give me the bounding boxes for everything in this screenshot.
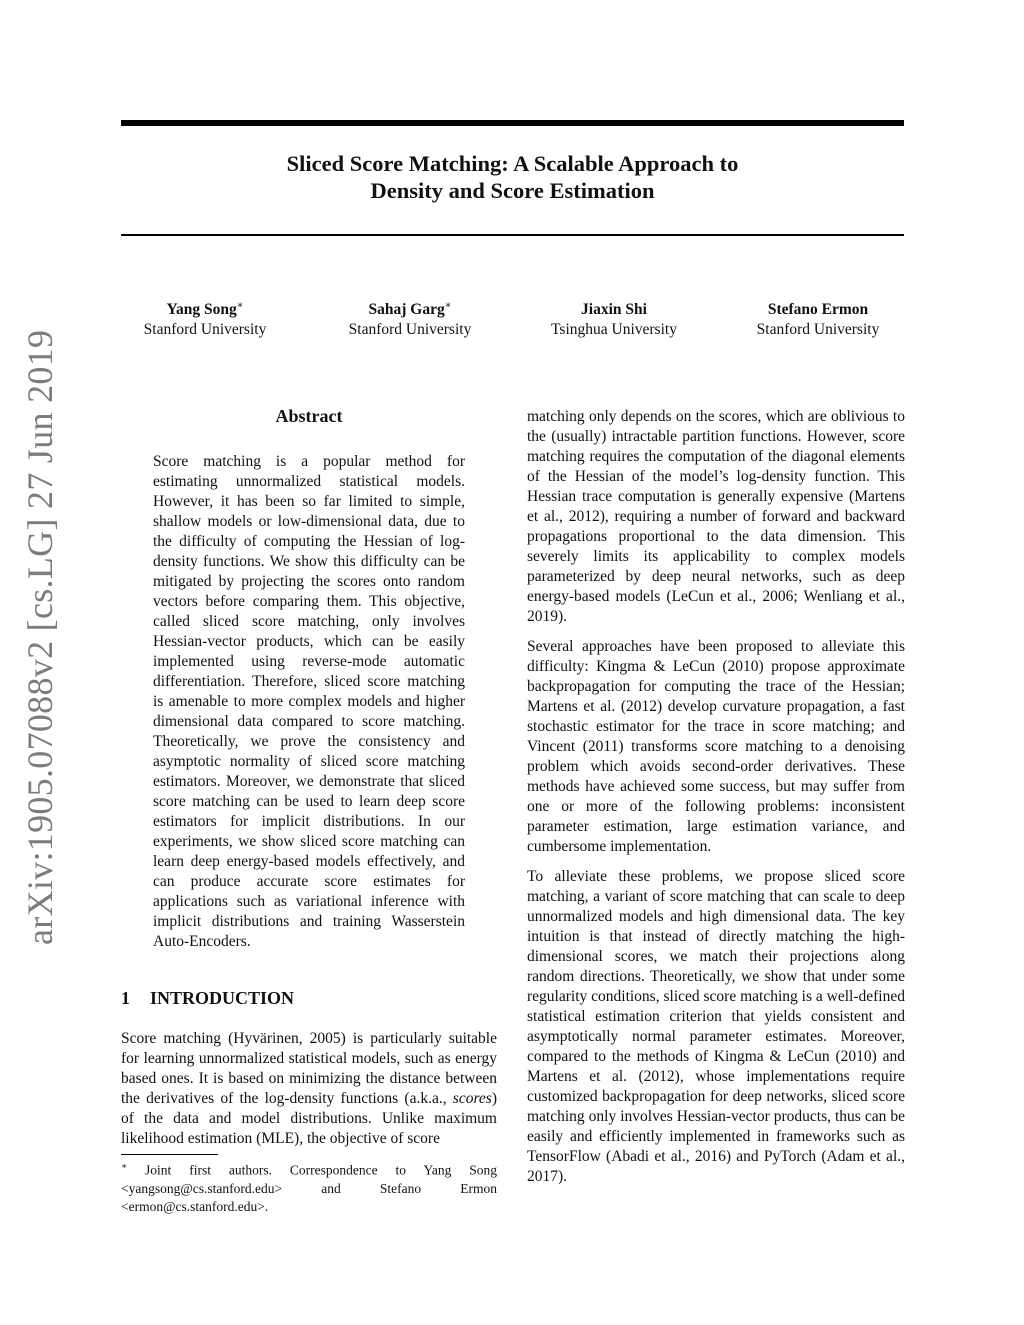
author-mark: ∗ bbox=[444, 300, 452, 311]
right-column bbox=[527, 407, 905, 1197]
footnote-rule bbox=[121, 1154, 218, 1155]
intro-emphasis: scores bbox=[452, 1090, 492, 1107]
author-name: Sahaj Garg bbox=[368, 301, 445, 319]
abstract-body: Score matching is a popular method for estimating unnormalized statistical models. However, it has been so far limited to simple, shallow models or low-dimensional data, due to the difficulty of computing the Hessian of log-density functions. We show this difficulty can be mitigated by projecting the scores onto random vectors before comparing them. This objective, called sliced score matching, only involves Hessian-vector products, which can be easily implemented using reverse-mode automatic differentiation. Therefore, sliced score matching is amenable to more complex models and higher dimensional data compared to score matching. Theoretically, we prove the consistency and asymptotic normality of sliced score matching estimators. Moreover, we demonstrate that sliced score matching can be used to learn deep score estimators for implicit distributions. In our experiments, we show sliced score matching can learn deep energy-based models effectively, and can produce accurate score estimates for applications such as variational inference with implicit distributions and training Wasserstein Auto-Encoders. bbox=[153, 453, 465, 950]
abstract-heading: Abstract bbox=[275, 406, 343, 426]
author-block bbox=[718, 296, 918, 340]
body-paragraph: matching only depends on the scores, which are oblivious to the (usually) intractable partition functions. However, score matching requires the computation of the diagonal elements of the Hessian of the model’s log-density function. This Hessian trace computation is generally expensive (Martens et al., 2012), requiring a number of forward and backward propagations proportional to the data dimension. This severely limits its applicability to complex models parameterized by deep neural networks, such as deep energy-based models (LeCun et al., 2006; Wenliang et al., 2019). bbox=[527, 408, 905, 625]
author-block bbox=[105, 296, 305, 340]
footnote-mark: ∗ bbox=[121, 1161, 128, 1171]
author-affiliation: Stanford University bbox=[756, 321, 880, 339]
author-block bbox=[514, 296, 714, 340]
title-line-1: Sliced Score Matching: A Scalable Approach to bbox=[286, 151, 739, 176]
footnote bbox=[121, 1157, 497, 1216]
paper-title bbox=[121, 150, 904, 204]
author-mark: ∗ bbox=[236, 300, 244, 311]
title-bottom-rule bbox=[121, 234, 904, 236]
author-name: Yang Song bbox=[166, 301, 237, 319]
author-list bbox=[121, 296, 904, 340]
author-affiliation: Stanford University bbox=[143, 321, 267, 339]
section-number: 1 bbox=[121, 988, 130, 1008]
title-top-rule bbox=[121, 120, 904, 126]
body-paragraph: Several approaches have been proposed to alleviate this difficulty: Kingma & LeCun (2010) propose approximate backpropagation for computing the trace of the Hessian; Martens et al. (2012) develop curvature propagation, a fast stochastic estimator for the trace in score matching; and Vincent (2011) transforms score matching to a denoising problem which avoids second-order derivatives. These methods have achieved some success, but may suffer from one or more of the following problems: inconsistent parameter estimation, large estimation variance, and cumbersome implementation. bbox=[527, 638, 905, 855]
author-name: Jiaxin Shi bbox=[581, 301, 647, 319]
body-paragraph: To alleviate these problems, we propose sliced score matching, a variant of score matching that can scale to deep unnormalized models and high dimensional data. The key intuition is that instead of directly matching the high-dimensional scores, we match their projections along random directions. Theoretically, we show that under some regularity conditions, sliced score matching is a well-defined statistical estimation criterion that yields consistent and asymptotically normal parameter estimates. Moreover, compared to the methods of Kingma & LeCun (2010) and Martens et al. (2012), whose implementations require customized backpropagation for deep networks, sliced score matching only involves Hessian-vector products, thus can be easily and efficiently implemented in frameworks such as TensorFlow (Abadi et al., 2016) and PyTorch (Adam et al., 2017). bbox=[527, 868, 905, 1185]
intro-text-b: ) of the data and model distributions. Unlike maximum likelihood estimation (MLE), the objective of score bbox=[121, 1090, 497, 1147]
title-line-2: Density and Score Estimation bbox=[370, 178, 655, 203]
section-title: INTRODUCTION bbox=[150, 988, 295, 1008]
author-affiliation: Stanford University bbox=[348, 321, 472, 339]
section-heading bbox=[121, 986, 294, 1010]
arxiv-identifier: arXiv:1905.07088v2 [cs.LG] 27 Jun 2019 bbox=[20, 329, 60, 945]
intro-paragraph bbox=[121, 1029, 497, 1149]
author-name: Stefano Ermon bbox=[767, 301, 869, 319]
footnote-text: Joint first authors. Correspondence to Yang Song <yangsong@cs.stanford.edu> and Stefano Ermon <ermon@cs.stanford.edu>. bbox=[121, 1162, 498, 1214]
intro-text-a: Score matching (Hyvärinen, 2005) is particularly suitable for learning unnormalized statistical models, such as energy based ones. It is based on minimizing the distance between the derivatives of the log-density functions (a.k.a., bbox=[121, 1030, 497, 1107]
author-affiliation: Tsinghua University bbox=[551, 321, 677, 339]
author-block bbox=[310, 296, 510, 340]
